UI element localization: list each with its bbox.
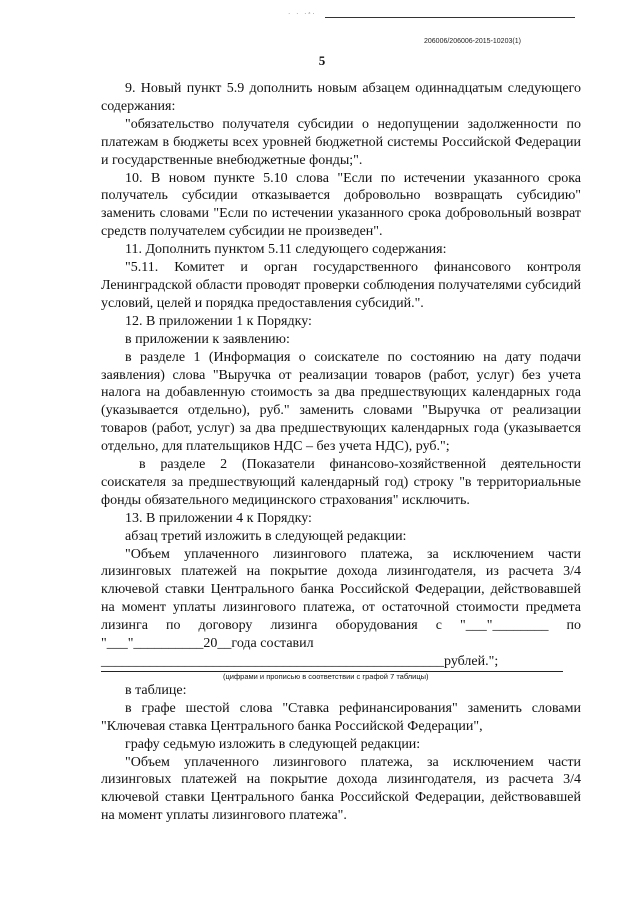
amount-fill-line: _________________________________________________рублей."; — [101, 654, 499, 669]
scan-marks: · · ·ᵃ· — [288, 10, 317, 18]
page-number: 5 — [318, 53, 326, 68]
paragraph-application-intro: в приложении к заявлению: — [125, 331, 290, 347]
paragraph-item-9: 9. Новый пункт 5.9 дополнить новым абзацем одиннадцатым следующего содержания: — [101, 81, 581, 114]
paragraph-item-10: 10. В новом пункте 5.10 слова "Если по истечении указанного срока получатель субсидии отказывается добровольно возвращать субсидию" заменить словами "Если по истечении указанного срока добровольный возврат средств получателем субсидии не произведен". — [101, 170, 581, 240]
paragraph-section-2: в разделе 2 (Показатели финансово-хозяйственной деятельности соискателя за предшествующий календарный год) строку "в территориальные фонды обязательного медицинского страхования" исключить. — [101, 457, 581, 508]
paragraph-quote-5-11: "5.11. Комитет и орган государственного финансового контроля Ленинградской области проводят проверки соблюдения получателями субсидий условий, целей и порядка предоставления субсидий.". — [101, 260, 581, 311]
paragraph-column-7-text: "Объем уплаченного лизингового платежа, за исключением части лизинговых платежей на покрытие дохода лизингодателя, из расчета 3/4 ключевой ставки Центрального банка Российской Федерации, действовавшей на момент уплаты лизингового платежа". — [101, 754, 581, 824]
paragraph-item-12: 12. В приложении 1 к Порядку: — [125, 313, 312, 329]
paragraph-item-13: 13. В приложении 4 к Порядку: — [125, 510, 312, 526]
document-id: 206006/206006-2015-10203(1) — [424, 38, 521, 45]
paragraph-column-7-intro: графу седьмую изложить в следующей редакции: — [125, 736, 421, 752]
paragraph-table-intro: в таблице: — [125, 682, 187, 698]
paragraph-item-11: 11. Дополнить пунктом 5.11 следующего содержания: — [125, 242, 447, 258]
scan-top-rule — [325, 17, 575, 18]
document-body — [101, 80, 581, 825]
paragraph-quote-5-9: "обязательство получателя субсидии о недопущении задолженности по платежам в бюджеты всех уровней бюджетной системы Российской Федерации и государственные внебюджетные фонды;". — [101, 116, 581, 168]
paragraph-column-6: в графе шестой слова "Ставка рефинансирования" заменить словами "Ключевая ставка Центрального банка Российской Федерации", — [101, 700, 581, 734]
paragraph-abzac-intro: абзац третий изложить в следующей редакции: — [125, 528, 407, 544]
paragraph-section-1: в разделе 1 (Информация о соискателе по состоянию на дату подачи заявления) слова "Выручка от реализации товаров (работ, услуг) без учета налога на добавленную стоимость за два предшествующих календарных года (указывается отдельно), руб." заменить словами "Выручка от реализации товаров (работ, услуг) за два предшествующих календарных года (указывается отдельно, для плательщиков НДС – без учета НДС), руб."; — [101, 349, 581, 455]
paragraph-lease-volume: "Объем уплаченного лизингового платежа, за исключением части лизинговых платежей на покрытие дохода лизингодателя, из расчета 3/4 ключевой ставки Центрального банка Российской Федерации, действовавшей на момент уплаты лизингового платежа, от остаточной стоимости предмета лизинга по договору лизинга оборудования с "___"________ по "___"__________20__года составил — [101, 546, 581, 652]
fill-line-caption: (цифрами и прописью в соответствии с графой 7 таблицы) — [101, 671, 563, 682]
